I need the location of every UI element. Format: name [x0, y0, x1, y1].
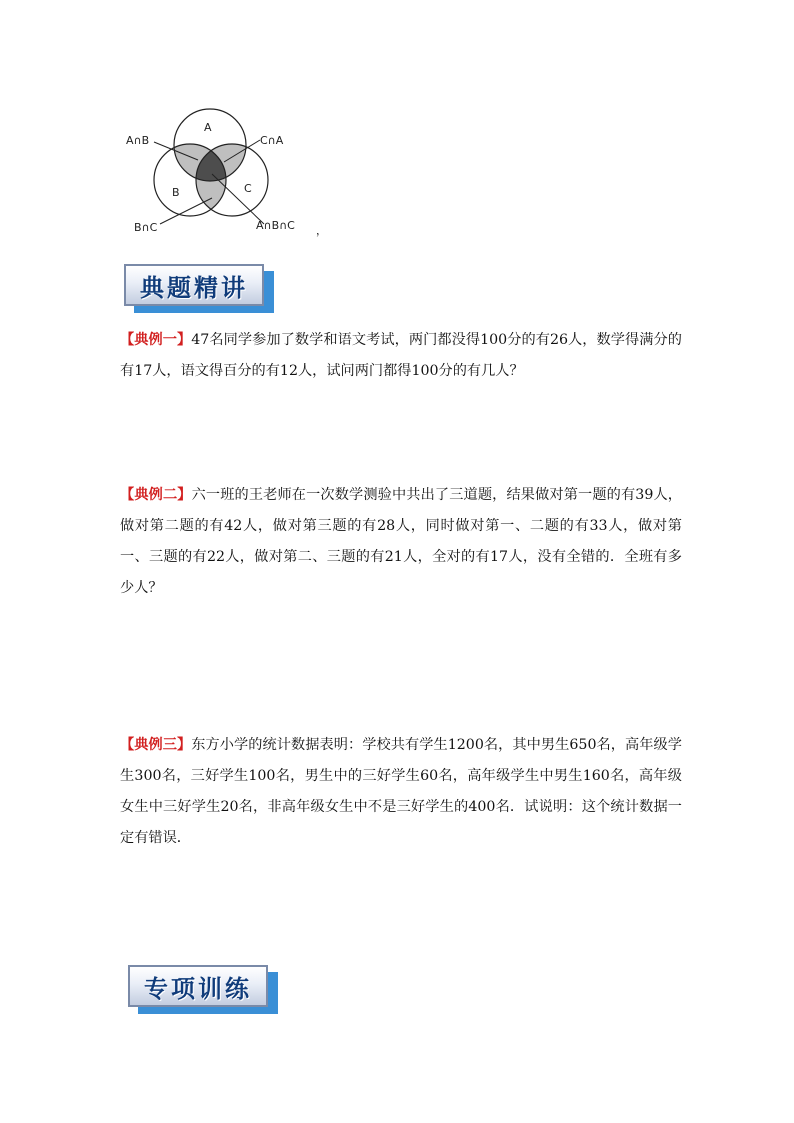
label-c: C	[244, 182, 252, 195]
example-tag-1: 【典例一】	[120, 332, 192, 348]
label-a: A	[204, 121, 212, 134]
practice-section-title: 专项训练	[144, 973, 252, 1003]
trailing-mark: ，	[316, 224, 327, 237]
example-problem-3	[120, 730, 682, 854]
example-text-2: 六一班的王老师在一次数学测验中共出了三道题，结果做对第一题的有39人，做对第二题的有42人，做对第三题的有28人，同时做对第一、二题的有33人，做对第一、三题的有22人，做对第二、三题的有21人，全对的有17人，没有全错的．全班有多少人？	[120, 487, 682, 596]
examples-section-title: 典题精讲	[140, 272, 248, 302]
label-b: B	[172, 186, 180, 199]
example-text-3: 东方小学的统计数据表明：学校共有学生1200名，其中男生650名，高年级学生300名，三好学生100名，男生中的三好学生60名，高年级学生中男生160名，高年级女生中三好学生20名，非高年级女生中不是三好学生的400名．试说明：这个统计数据一定有错误．	[120, 737, 682, 846]
label-abc: A∩B∩C	[256, 219, 295, 232]
example-text-1: 47名同学参加了数学和语文考试，两门都没得100分的有26人，数学得满分的有17人，语文得百分的有12人，试问两门都得100分的有几人？	[120, 332, 682, 379]
label-ab: A∩B	[126, 134, 150, 147]
example-problem-2	[120, 480, 682, 604]
label-ca: C∩A	[260, 134, 284, 147]
example-tag-2: 【典例二】	[120, 487, 192, 503]
example-tag-3: 【典例三】	[120, 737, 192, 753]
practice-section-banner	[128, 965, 278, 1015]
label-bc: B∩C	[134, 221, 158, 234]
example-problem-1	[120, 325, 682, 387]
leader-bc	[160, 198, 212, 224]
examples-section-banner	[124, 264, 274, 314]
venn-diagram	[120, 100, 340, 240]
